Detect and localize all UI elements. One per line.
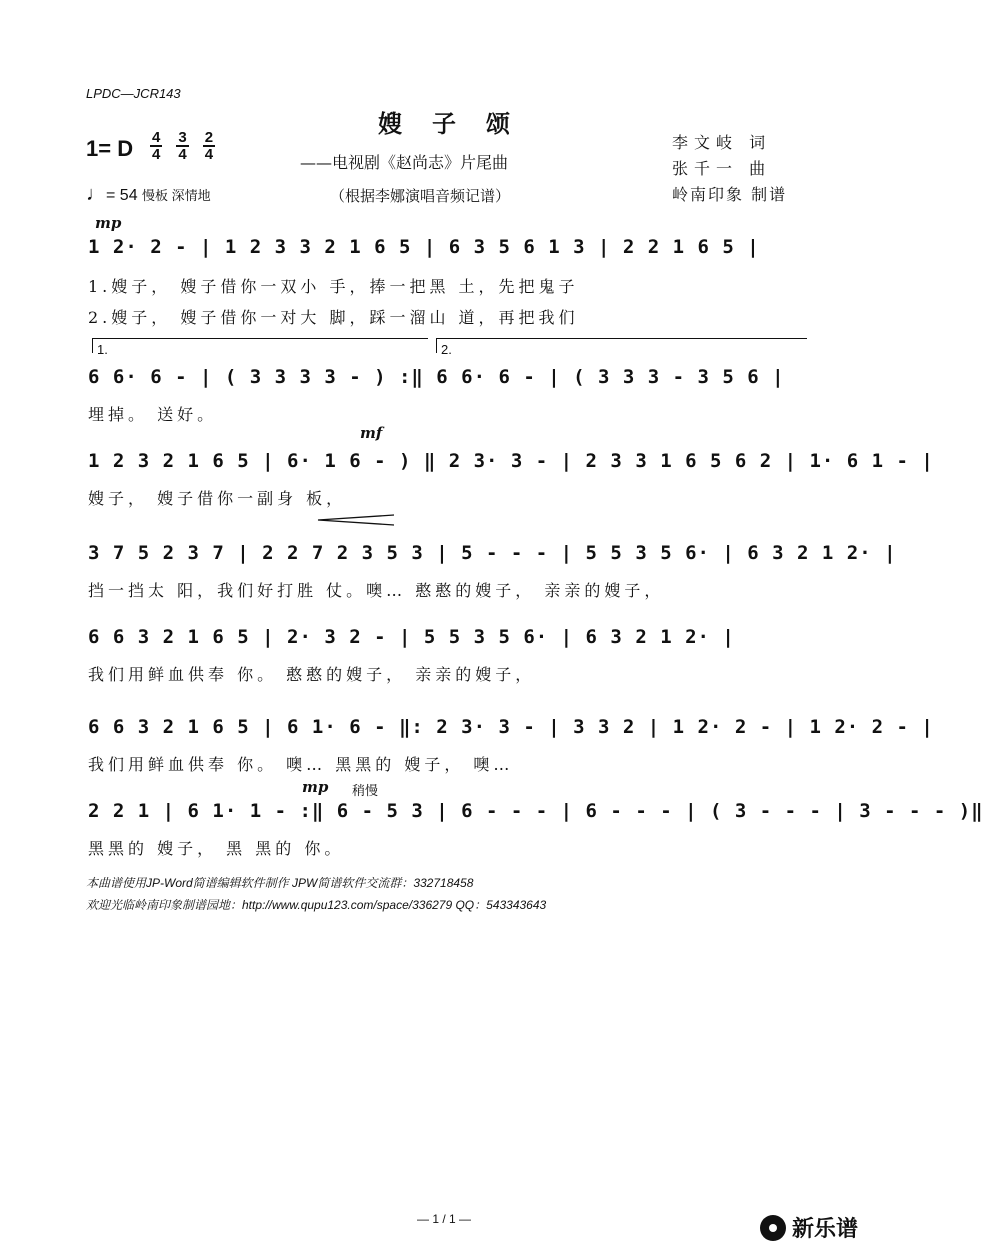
lyrics-line: 埋掉。 送好。 <box>88 405 218 424</box>
notation-line: 6 6· 6 - | ( 3 3 3 3 - ) :‖ 6 6· 6 - | ( 3 3 3 - 3 5 6 | <box>88 366 785 388</box>
lyricist: 李文岐 词 <box>672 133 772 152</box>
tempo-marking: ♩= 54 慢板 深情地 <box>86 183 211 205</box>
score-code: LPDC—JCR143 <box>86 86 181 101</box>
transcription-note: （根据李娜演唱音频记谱） <box>330 187 511 205</box>
notation-line: 1 2 3 2 1 6 5 | 6· 1 6 - ) ‖ 2 3· 3 - | 2 3 3 1 6 5 6 2 | 1· 6 1 - | <box>88 450 934 472</box>
notation-line: 6 6 3 2 1 6 5 | 2· 3 2 - | 5 5 3 5 6· | 6 3 2 1 2· | <box>88 626 735 648</box>
page-number: — 1 / 1 — <box>416 1212 472 1226</box>
dynamic-mark: mp <box>302 778 329 796</box>
footer-line-2: 欢迎光临岭南印象制谱园地：http://www.qupu123.com/space/336279 QQ：543343643 <box>86 898 547 912</box>
footer-line-1: 本曲谱使用JP-Word简谱编辑软件制作 JPW简谱软件交流群：332718458 <box>86 876 474 890</box>
volta-1: 1. <box>92 338 428 353</box>
notation-line: 3 7 5 2 3 7 | 2 2 7 2 3 5 3 | 5 - - - | 5 5 3 5 6· | 6 3 2 1 2· | <box>88 542 897 564</box>
song-subtitle: ——电视剧《赵尚志》片尾曲 <box>300 153 509 172</box>
lyrics-line: 黑黑的 嫂子， 黑 黑的 你。 <box>88 839 345 858</box>
quarter-note-icon: ♩ <box>86 183 106 205</box>
lyrics-line: 挡一挡太 阳，我们好打胜 仗。噢… 憨憨的嫂子， 亲亲的嫂子， <box>88 581 665 600</box>
dynamic-mark: mf <box>360 424 383 442</box>
lyrics-line: 嫂子， 嫂子借你一副身 板， <box>88 489 347 508</box>
song-title: 嫂子颂 <box>378 109 540 138</box>
dynamic-mark: mp <box>95 214 122 232</box>
volta-2: 2. <box>436 338 807 353</box>
notation-line: 6 6 3 2 1 6 5 | 6 1· 6 - ‖: 2 3· 3 - | 3 3 2 | 1 2· 2 - | 1 2· 2 - | <box>88 716 934 738</box>
key-signature: 1= D <box>86 136 134 161</box>
lyrics-line: 我们用鲜血供奉 你。 憨憨的嫂子， 亲亲的嫂子， <box>88 665 536 684</box>
tempo-change: 稍慢 <box>352 783 379 798</box>
lyrics-line: 我们用鲜血供奉 你。 噢… 黑黑的 嫂子， 噢… <box>88 755 514 774</box>
time-signature-2: $\frac{3}{4}$ <box>178 129 187 163</box>
credits <box>672 130 787 208</box>
crescendo-hairpin <box>316 514 396 526</box>
brand-name: 新乐谱 <box>792 1217 859 1242</box>
lyrics-verse-2: 2.嫂子， 嫂子借你一对大 脚，踩一溜山 道，再把我们 <box>88 308 579 327</box>
time-signature-1: $\frac{4}{4}$ <box>152 129 161 163</box>
brand-logo <box>760 1212 858 1243</box>
composer: 张千一 曲 <box>672 159 772 178</box>
arranger: 岭南印象 制谱 <box>672 185 788 204</box>
time-signatures <box>150 130 215 162</box>
lyrics-verse-1: 1.嫂子， 嫂子借你一双小 手，捧一把黑 土，先把鬼子 <box>88 277 579 296</box>
notation-line: 2 2 1 | 6 1· 1 - :‖ 6 - 5 3 | 6 - - - | 6 - - - | ( 3 - - - | 3 - - - )‖ <box>88 800 984 822</box>
time-signature-3: $\frac{2}{4}$ <box>204 129 214 163</box>
record-disc-icon <box>760 1215 786 1241</box>
notation-line: 1 2· 2 - | 1 2 3 3 2 1 6 5 | 6 3 5 6 1 3 | 2 2 1 6 5 | <box>88 236 760 258</box>
